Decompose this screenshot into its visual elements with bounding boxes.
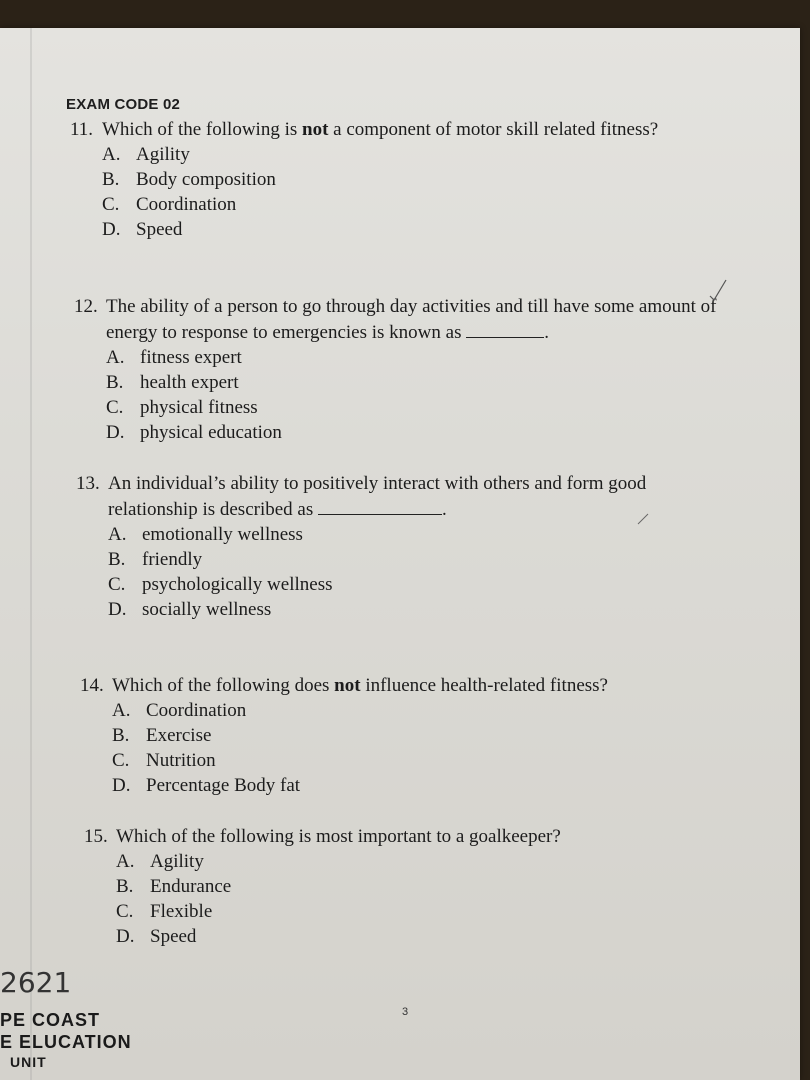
options-list [112, 698, 722, 798]
option-a: A. Coordination [112, 700, 247, 721]
question-13 [76, 471, 738, 622]
question-stem: An individual’s ability to positively interact with others and form good relationship is described as . [108, 473, 647, 520]
stamp-line-2: E ELUCATION [0, 1032, 132, 1052]
option-c: C. physical fitness [106, 397, 258, 418]
question-number: 11. [70, 119, 94, 140]
question-14 [80, 673, 722, 798]
stamp-line-1: PE COAST [0, 1010, 101, 1030]
option-a: A. fitness expert [106, 347, 242, 368]
question-number: 12. [74, 296, 98, 317]
option-a: A. emotionally wellness [108, 524, 303, 545]
option-d: D. Percentage Body fat [112, 775, 301, 796]
page-number: 3 [402, 1006, 409, 1018]
question-number: 14. [80, 675, 104, 696]
answer-blank [466, 319, 544, 338]
question-15 [84, 824, 726, 949]
answer-blank [318, 496, 442, 515]
option-c: C. Flexible [116, 901, 213, 922]
options-list [102, 142, 682, 242]
pencil-tick-icon [636, 512, 650, 528]
option-b: B. Body composition [102, 169, 276, 190]
option-a: A. Agility [116, 851, 204, 872]
exam-code-heading: EXAM CODE 02 [66, 96, 181, 113]
question-12 [74, 294, 726, 445]
exam-paper [0, 28, 800, 1080]
option-c: C. Coordination [102, 194, 237, 215]
question-11 [70, 117, 682, 242]
question-stem: Which of the following is most important to a goalkeeper? [116, 826, 561, 847]
options-list [116, 849, 726, 949]
options-list [108, 522, 738, 622]
option-c: C. Nutrition [112, 750, 216, 771]
question-number: 15. [84, 826, 108, 847]
option-d: D. Speed [102, 219, 183, 240]
question-number: 13. [76, 473, 100, 494]
option-b: B. friendly [108, 549, 203, 570]
option-b: B. Endurance [116, 876, 232, 897]
option-a: A. Agility [102, 144, 190, 165]
paper-fold-line [30, 28, 32, 1080]
option-d: D. physical education [106, 422, 282, 443]
handwritten-number: 2621 [0, 966, 72, 999]
option-b: B. health expert [106, 372, 239, 393]
option-d: D. socially wellness [108, 599, 272, 620]
pencil-tick-icon [708, 278, 728, 302]
question-stem: Which of the following does not influence health-related fitness? [112, 675, 608, 696]
question-stem: The ability of a person to go through day activities and till have some amount of energy to response to emergencies is known as . [106, 296, 717, 343]
stamp-line-3: UNIT [10, 1054, 47, 1070]
option-b: B. Exercise [112, 725, 212, 746]
question-stem: Which of the following is not a component of motor skill related fitness? [102, 119, 659, 140]
option-c: C. psychologically wellness [108, 574, 333, 595]
options-list [106, 345, 726, 445]
option-d: D. Speed [116, 926, 197, 947]
